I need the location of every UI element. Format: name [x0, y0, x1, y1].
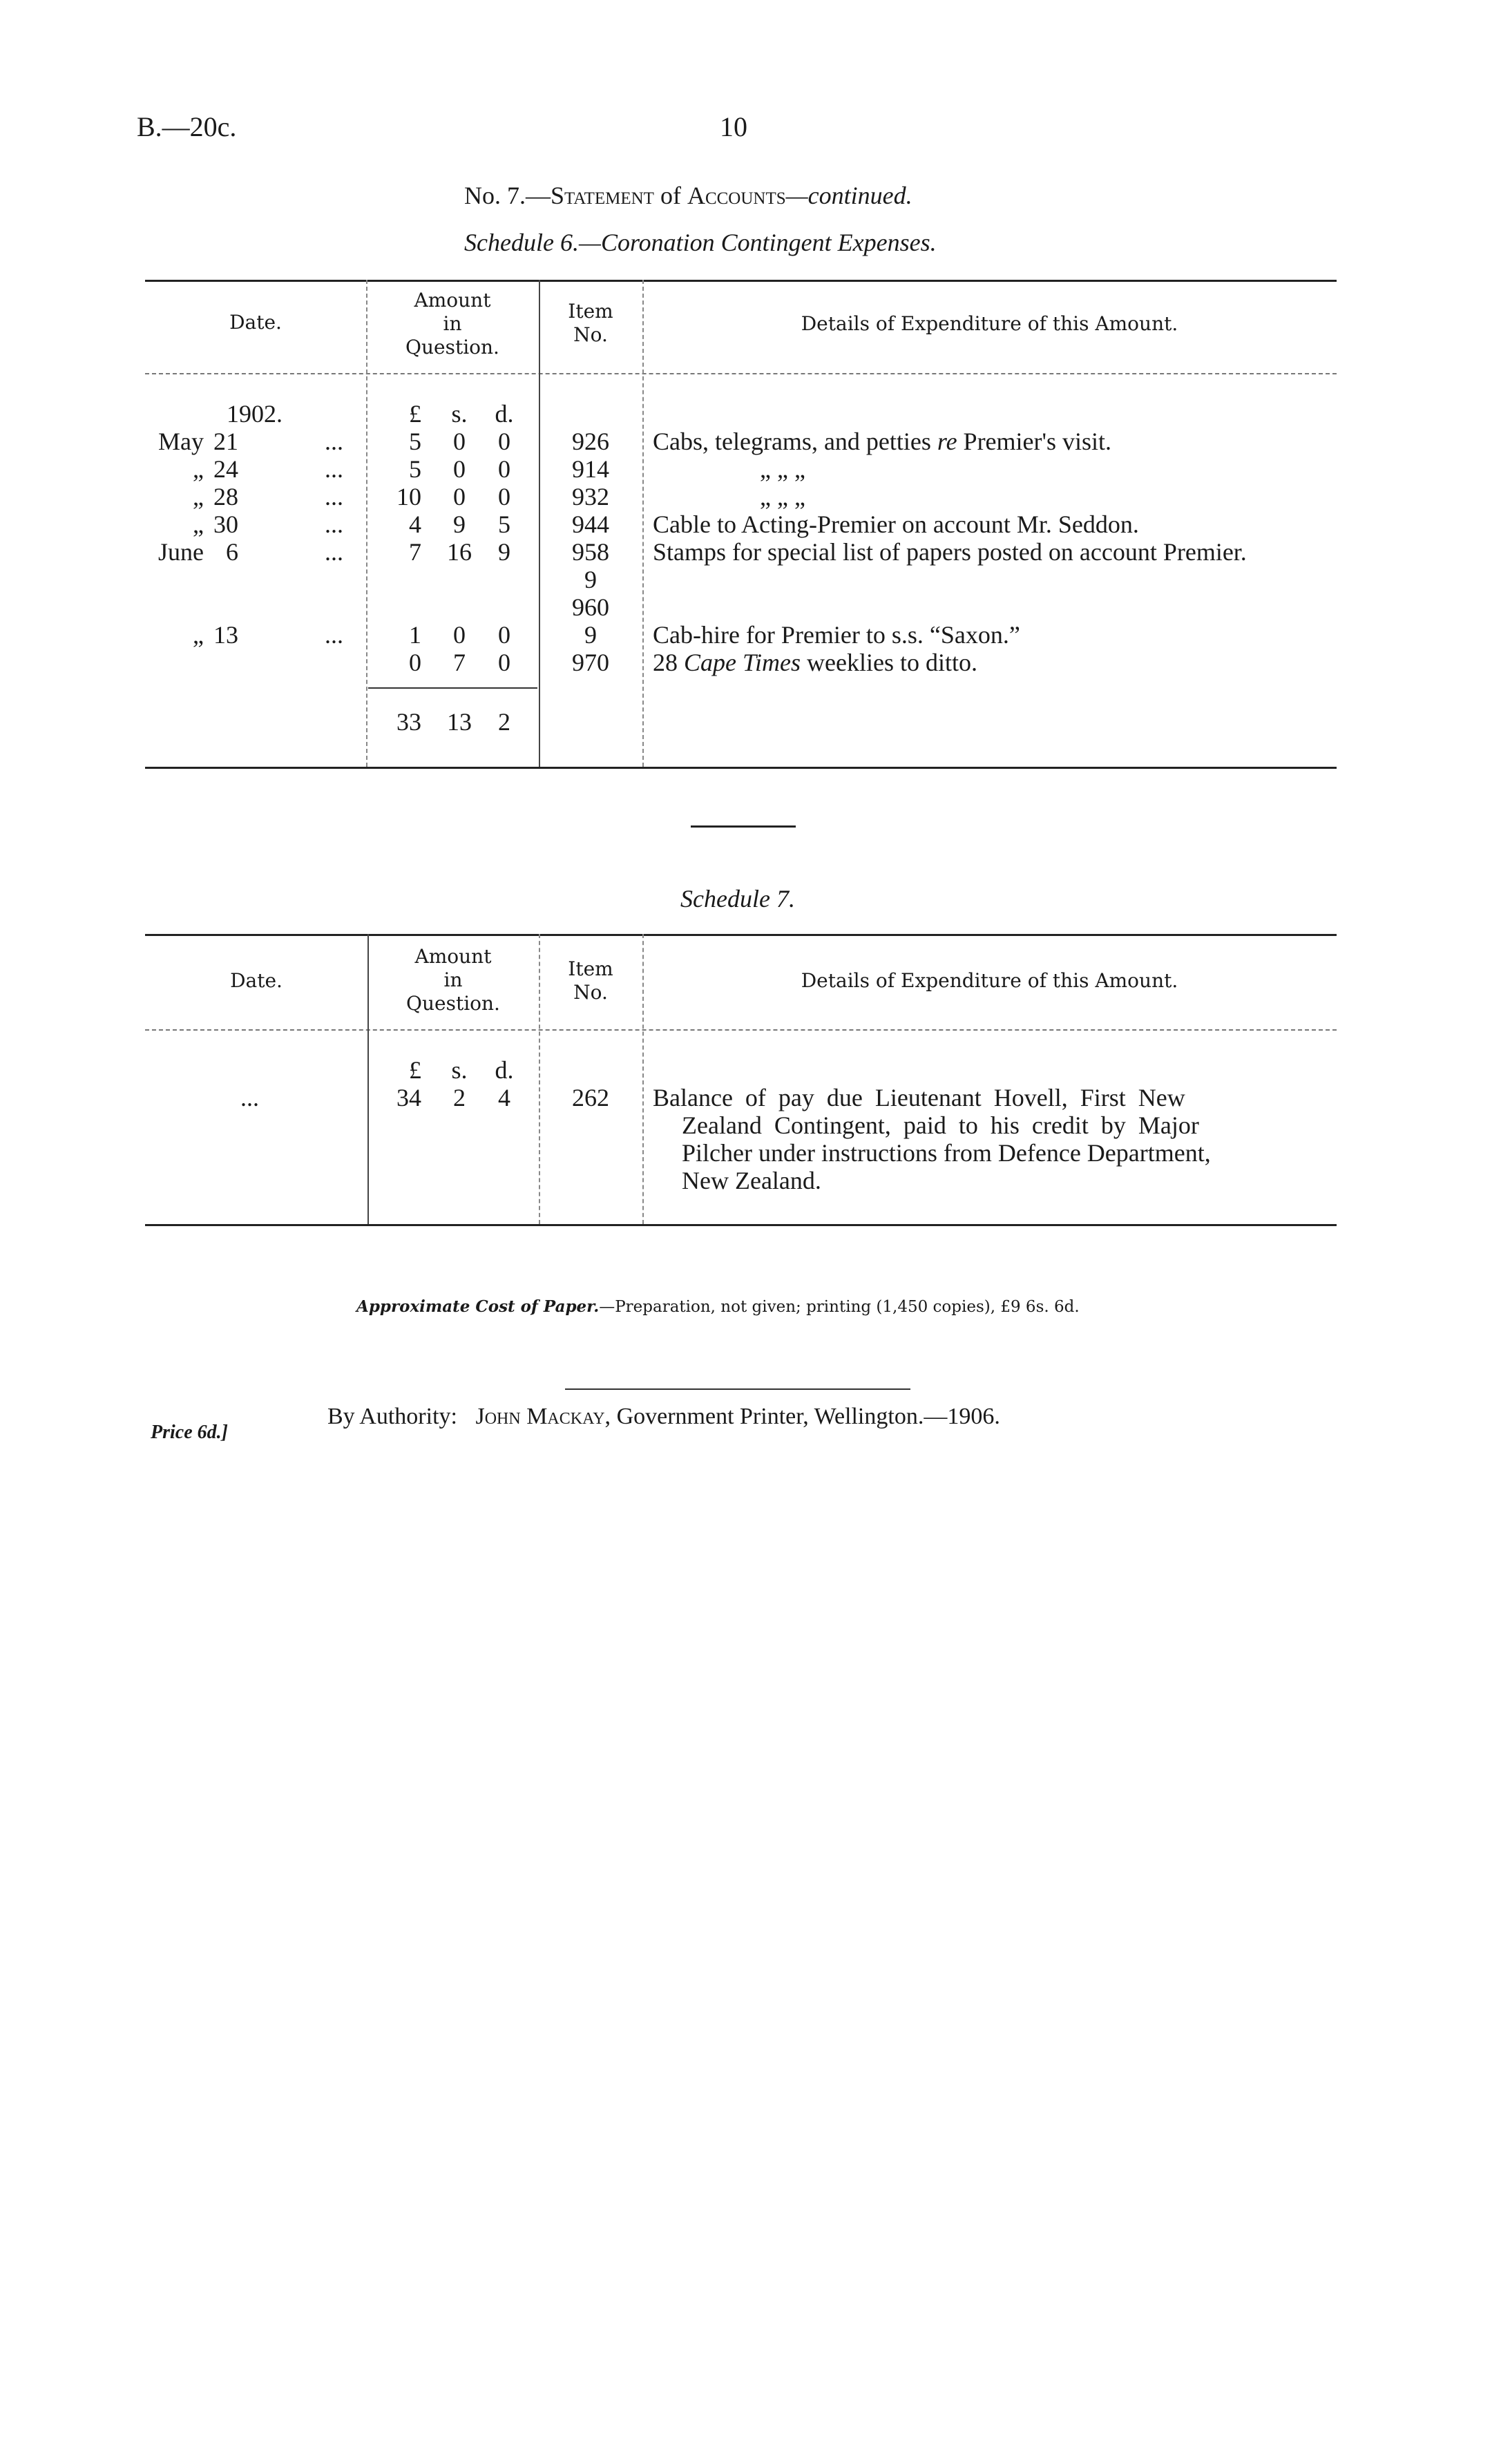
schedule7-header-item-2: No.	[573, 981, 608, 1004]
schedule6-header-amount-3: Question.	[405, 336, 499, 359]
row-pounds: 5	[409, 455, 421, 483]
schedule6-total-rule	[368, 687, 537, 689]
printer-imprint	[327, 1404, 1000, 1430]
statement-heading	[464, 181, 912, 210]
schedule7-unit-pounds: £	[409, 1056, 421, 1084]
schedule7-bottom-rule	[145, 1224, 1337, 1226]
schedule7-header-item-1: Item	[568, 957, 613, 980]
row-pounds: 7	[409, 538, 421, 566]
row-leader-dots: ...	[325, 428, 343, 455]
details-paper-name: Cape Times	[684, 649, 801, 676]
row-item-no: 944	[572, 510, 609, 538]
row-pence: 9	[498, 538, 510, 566]
schedule7-header-amount-2: in	[443, 968, 463, 991]
imprint-rule	[565, 1388, 910, 1390]
row-pounds: 10	[396, 483, 421, 510]
row-pence: 0	[498, 621, 510, 649]
schedule6-title: Schedule 6.—Coronation Contingent Expenses.	[464, 229, 937, 256]
row-details-line-3: Pilcher under instructions from Defence Department,	[682, 1139, 1211, 1167]
page-number: 10	[720, 111, 747, 142]
row-pounds: 34	[396, 1084, 421, 1111]
row-day: 28	[213, 483, 238, 510]
row-details-ditto: „ „ „	[760, 483, 805, 510]
heading-prefix: No. 7.—	[464, 182, 551, 209]
heading-statement: Statement	[551, 182, 654, 209]
row-month: „	[193, 510, 204, 538]
row-shillings: 0	[453, 428, 466, 455]
row-item-no: 262	[572, 1084, 609, 1111]
row-shillings: 0	[453, 455, 466, 483]
row-pounds: 5	[409, 428, 421, 455]
cost-text: —Preparation, not given; printing (1,450 copies), £9 6s. 6d.	[599, 1298, 1080, 1316]
schedule6-header-item-1: Item	[568, 300, 613, 323]
cost-label: Approximate Cost of Paper.	[356, 1297, 600, 1316]
heading-accounts: Accounts	[687, 182, 786, 209]
cost-of-paper-note	[356, 1297, 1080, 1316]
row-item-no: 9	[584, 621, 597, 649]
row-shillings: 0	[453, 621, 466, 649]
schedule7-unit-shillings: s.	[451, 1056, 468, 1084]
row-details-ditto: „ „ „	[760, 455, 805, 483]
schedule7-header-amount-1: Amount	[414, 945, 492, 968]
row-item-no: 970	[572, 649, 609, 676]
row-leader-dots: ...	[325, 455, 343, 483]
row-month: „	[193, 455, 204, 483]
schedule7-header-rule	[145, 1029, 1337, 1031]
details-re-abbrev: re	[937, 428, 957, 455]
row-pence: 0	[498, 428, 510, 455]
schedule6-header-rule	[145, 373, 1337, 374]
schedule6-year: 1902.	[227, 400, 283, 428]
section-divider	[691, 825, 796, 828]
authority-prefix: By Authority:	[327, 1404, 457, 1429]
schedule7-header-amount-3: Question.	[406, 992, 500, 1015]
row-month: May	[158, 428, 204, 455]
price-note: Price 6d.]	[151, 1422, 228, 1443]
schedule6-total-pence: 2	[498, 708, 510, 736]
schedule6-total-pounds: 33	[396, 708, 421, 736]
details-rest: weeklies to ditto.	[801, 649, 977, 676]
row-shillings: 9	[453, 510, 466, 538]
schedule6-header-amount-2: in	[443, 312, 462, 335]
row-month: „	[193, 621, 204, 649]
row-details-line-4: New Zealand.	[682, 1167, 821, 1194]
row-pounds: 4	[409, 510, 421, 538]
row-pence: 4	[498, 1084, 510, 1111]
row-pounds: 1	[409, 621, 421, 649]
row-day: 30	[213, 510, 238, 538]
schedule6-header-amount-1: Amount	[414, 289, 491, 312]
row-details	[653, 648, 977, 677]
schedule6-header-details: Details of Expenditure of this Amount.	[801, 312, 1178, 335]
row-details-line-2: Zealand Contingent, paid to his credit by Major	[682, 1111, 1199, 1139]
schedule6-bottom-rule	[145, 767, 1337, 769]
row-details: Cable to Acting-Premier on account Mr. Seddon.	[653, 510, 1139, 538]
schedule7-unit-pence: d.	[495, 1056, 514, 1084]
row-item-no: 932	[572, 483, 609, 510]
row-date: ...	[240, 1084, 259, 1111]
row-item-no: 914	[572, 455, 609, 483]
details-count: 28	[653, 649, 684, 676]
row-item-no: 958	[572, 538, 609, 566]
row-details: Cab-hire for Premier to s.s. “Saxon.”	[653, 621, 1020, 649]
row-pounds: 0	[409, 649, 421, 676]
row-pence: 5	[498, 510, 510, 538]
row-details-line-1: Balance of pay due Lieutenant Hovell, First New	[653, 1084, 1185, 1111]
row-pence: 0	[498, 649, 510, 676]
page-reference: B.—20c.	[137, 111, 237, 142]
schedule7-top-rule	[145, 934, 1337, 936]
schedule6-unit-shillings: s.	[451, 400, 468, 428]
schedule6-header-date: Date.	[229, 311, 282, 334]
row-shillings: 16	[447, 538, 472, 566]
row-item-no: 9	[584, 566, 597, 593]
schedule6-total-shillings: 13	[447, 708, 472, 736]
row-month: „	[193, 483, 204, 510]
schedule7-title: Schedule 7.	[680, 885, 795, 913]
row-shillings: 7	[453, 649, 466, 676]
row-item-no: 960	[572, 593, 609, 621]
schedule7-header-details: Details of Expenditure of this Amount.	[801, 969, 1178, 992]
row-leader-dots: ...	[325, 483, 343, 510]
row-shillings: 2	[453, 1084, 466, 1111]
row-leader-dots: ...	[325, 538, 343, 566]
row-day: 21	[213, 428, 238, 455]
printer-details: Government Printer, Wellington.—1906.	[616, 1404, 1000, 1429]
row-day: 13	[213, 621, 238, 649]
row-shillings: 0	[453, 483, 466, 510]
row-day: 6	[226, 538, 238, 566]
row-leader-dots: ...	[325, 510, 343, 538]
heading-of: of	[653, 182, 687, 209]
schedule7-header-date: Date.	[230, 969, 283, 992]
printer-name: John Mackay,	[475, 1404, 611, 1429]
row-details: Cabs, telegrams, and petties re Premier's visit.	[653, 428, 1112, 455]
row-month: June	[158, 538, 204, 566]
schedule6-unit-pounds: £	[409, 400, 421, 428]
row-pence: 0	[498, 455, 510, 483]
row-day: 24	[213, 455, 238, 483]
schedule6-unit-pence: d.	[495, 400, 514, 428]
row-details: Stamps for special list of papers posted on account Premier.	[653, 538, 1247, 566]
row-pence: 0	[498, 483, 510, 510]
schedule6-col-divider-3	[642, 280, 644, 767]
schedule6-top-rule	[145, 280, 1337, 282]
heading-continued: —continued.	[785, 182, 912, 209]
row-leader-dots: ...	[325, 621, 343, 649]
row-item-no: 926	[572, 428, 609, 455]
schedule6-header-item-2: No.	[573, 323, 608, 346]
